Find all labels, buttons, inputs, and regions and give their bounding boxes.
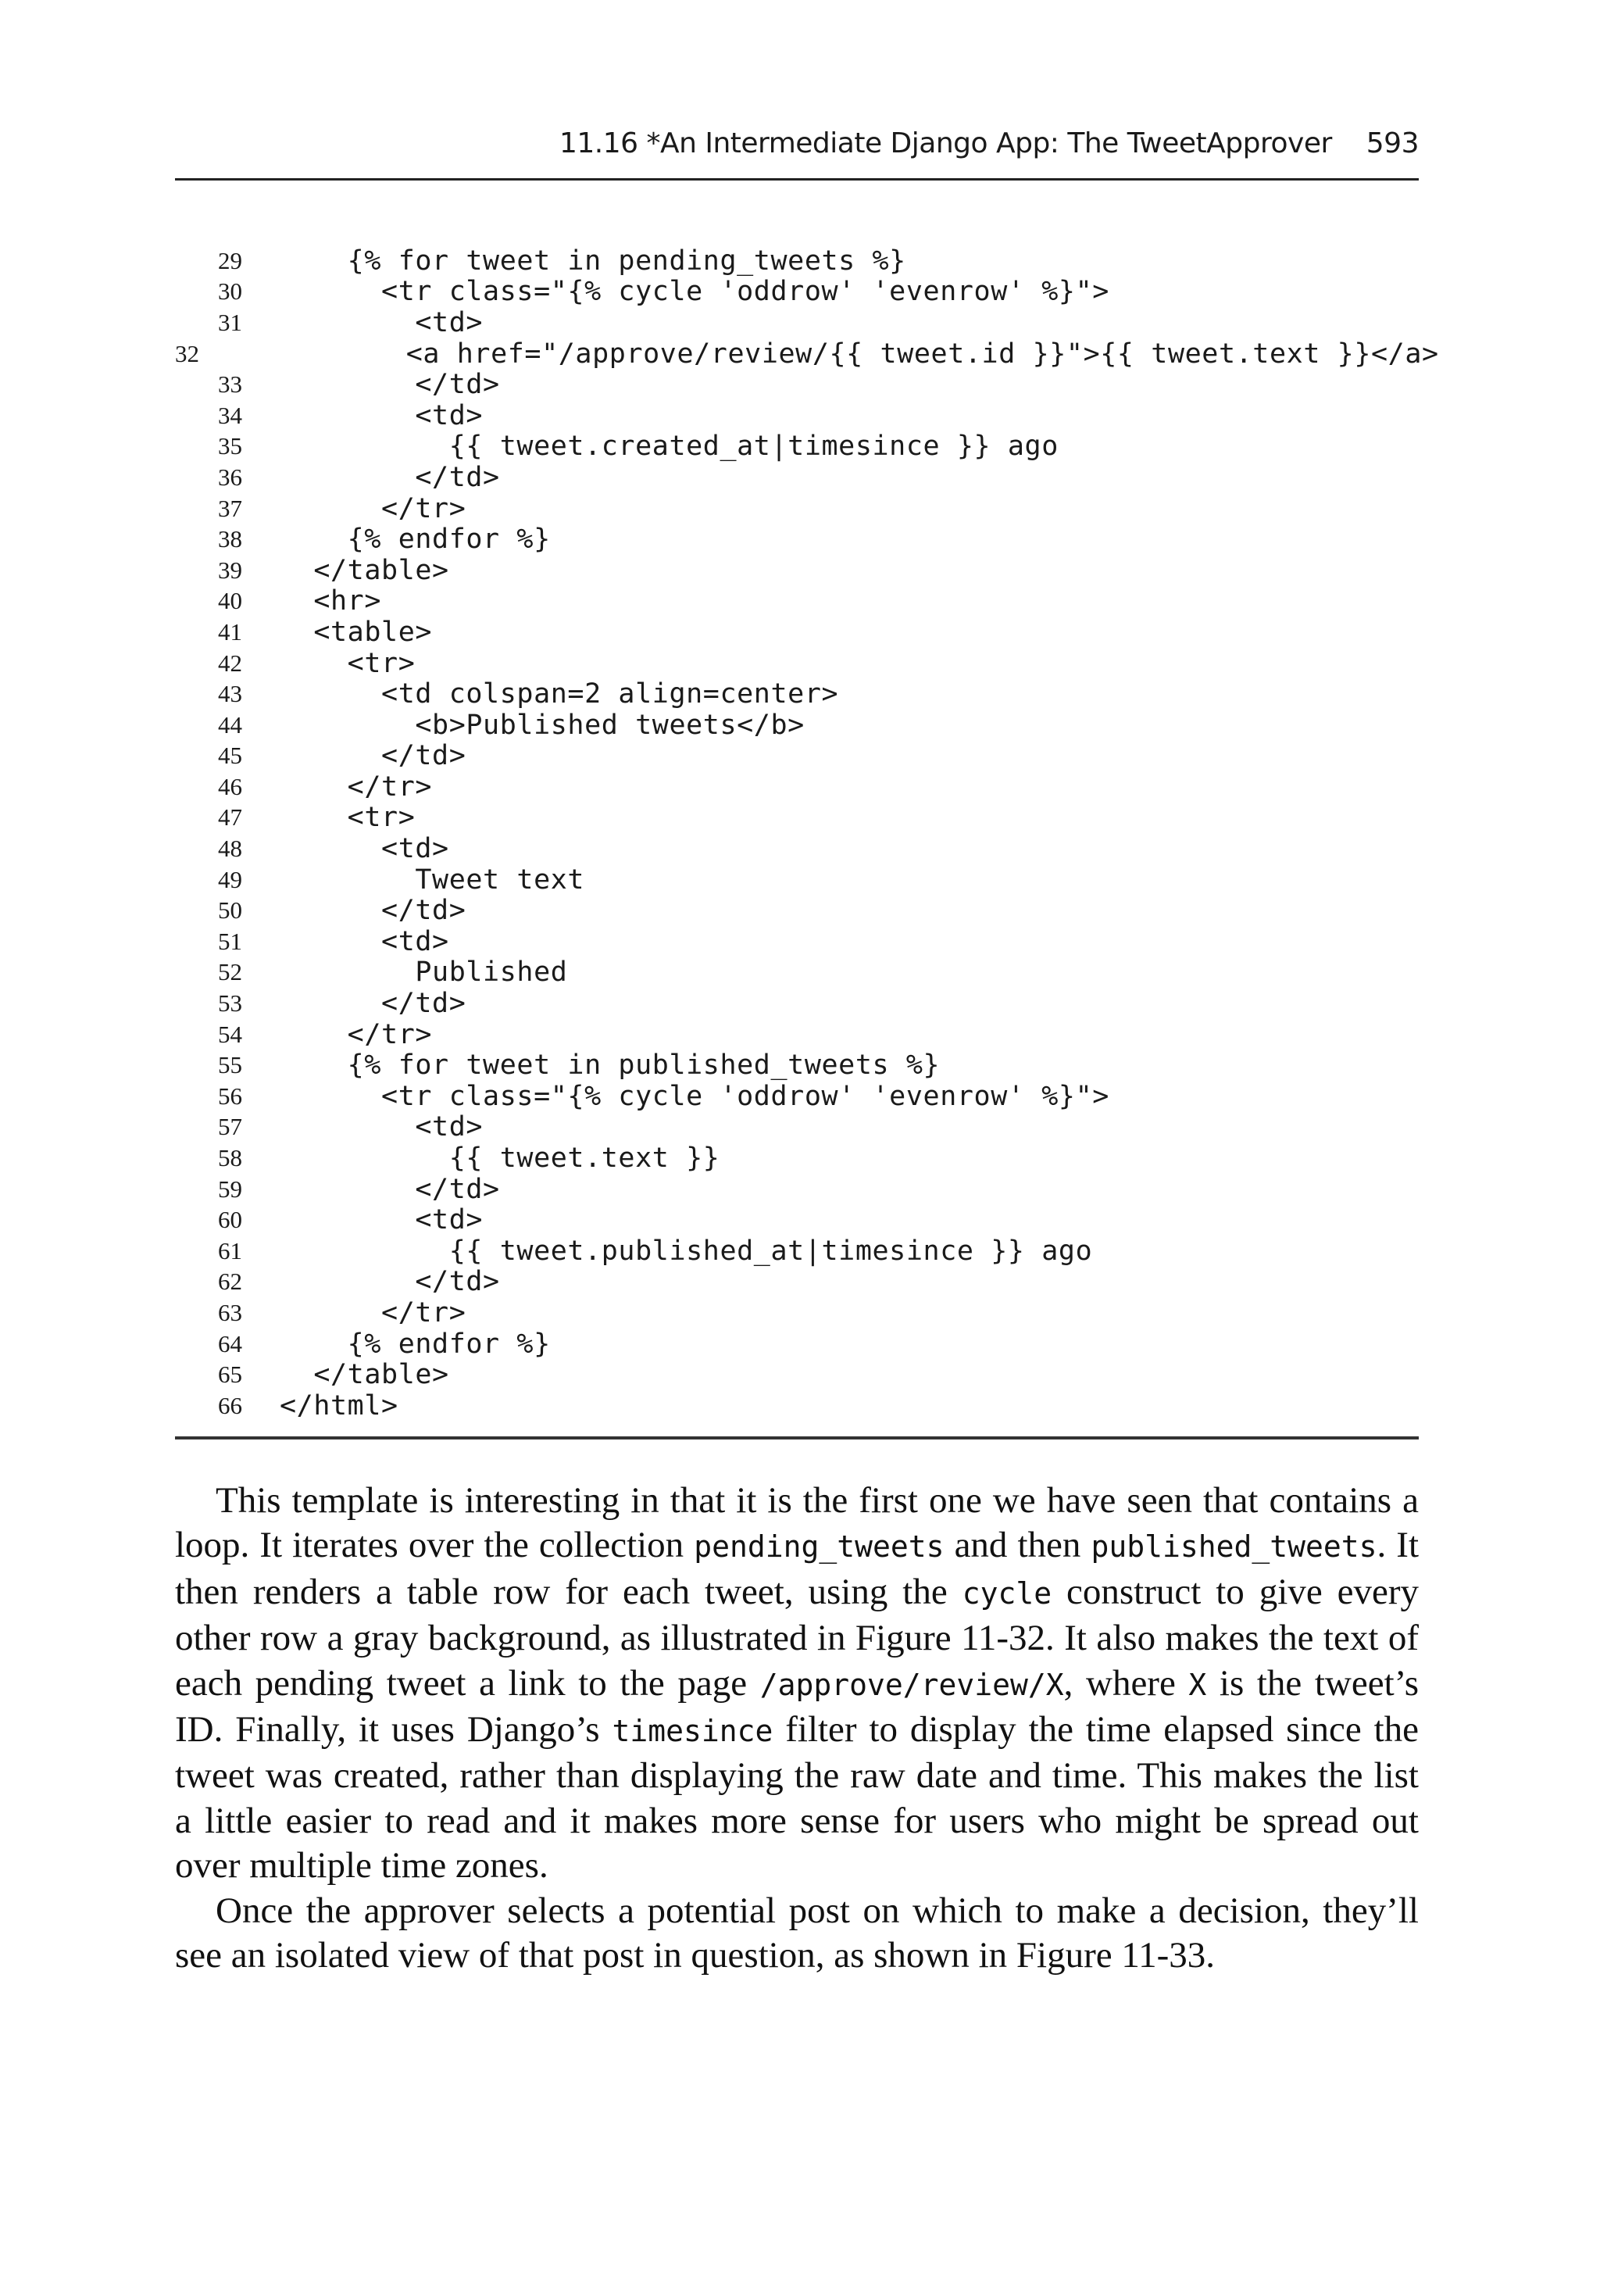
line-number: 55 <box>218 1051 242 1079</box>
code-line <box>175 926 1419 957</box>
code-line <box>175 400 1419 431</box>
code-line <box>175 1112 1419 1143</box>
line-number: 60 <box>218 1206 242 1234</box>
running-head <box>175 123 1419 163</box>
code-text: </html> <box>280 1389 398 1422</box>
code-line <box>175 1390 1419 1422</box>
line-number: 37 <box>218 494 242 522</box>
code-text: {{ tweet.text }} <box>280 1143 720 1175</box>
code-line <box>175 277 1419 308</box>
code-line <box>175 586 1419 617</box>
line-number: 47 <box>218 803 242 831</box>
line-number: 44 <box>218 710 242 739</box>
code-text: </td> <box>280 369 500 401</box>
code-line <box>175 957 1419 989</box>
code-text: {{ tweet.created_at|timesince }} ago <box>280 431 1059 463</box>
header-rule <box>175 178 1419 181</box>
code-text: <td> <box>280 925 449 957</box>
line-number: 56 <box>218 1082 242 1110</box>
line-number: 51 <box>218 927 242 955</box>
code-line <box>175 493 1419 524</box>
code-line <box>175 803 1419 834</box>
code-text: {% for tweet in published_tweets %} <box>280 1050 941 1082</box>
code-listing-rule <box>175 1436 1419 1439</box>
code-text: </td> <box>280 461 500 493</box>
line-number: 33 <box>218 370 242 399</box>
text-run: This template is interesting in that it is the first one we have seen that contains a loop. It iterates over the collection <box>175 1480 1419 1566</box>
code-text: <a href="/approve/review/{{ tweet.id }}">{{ tweet.text }}</a> <box>237 338 1439 370</box>
text-run: , where <box>1063 1662 1189 1704</box>
line-number: 53 <box>218 989 242 1017</box>
section-title: 11.16 *An Intermediate Django App: The TweetApprover <box>559 127 1332 159</box>
code-line <box>175 1019 1419 1050</box>
line-number: 48 <box>218 835 242 863</box>
line-number: 50 <box>218 896 242 924</box>
code-text: </td> <box>280 988 466 1020</box>
code-line <box>175 245 1419 277</box>
line-number: 49 <box>218 865 242 893</box>
code-line <box>175 1359 1419 1390</box>
text-run: . It then renders a table row for each tweet, using the <box>175 1525 1420 1612</box>
code-text: {{ tweet.published_at|timesince }} ago <box>280 1235 1093 1267</box>
line-number: 64 <box>218 1329 242 1357</box>
code-line <box>175 462 1419 493</box>
line-number: 30 <box>218 277 242 306</box>
code-line <box>175 369 1419 400</box>
line-number: 57 <box>218 1113 242 1141</box>
code-line <box>175 524 1419 555</box>
code-text: {% endfor %} <box>280 524 551 556</box>
inline-code: published_tweets <box>1091 1529 1377 1565</box>
code-text: </table> <box>280 1359 449 1391</box>
line-number: 46 <box>218 772 242 800</box>
code-text: <table> <box>280 616 433 648</box>
text-run: is the tweet’s ID. Finally, it uses Django’s <box>175 1662 1419 1751</box>
paragraph-1 <box>175 1479 1419 1889</box>
code-line <box>175 1329 1419 1360</box>
code-line <box>175 710 1419 741</box>
line-number: 42 <box>218 649 242 677</box>
code-line <box>175 741 1419 772</box>
code-text: <td> <box>280 1111 484 1143</box>
code-text: <hr> <box>280 585 382 617</box>
code-text: </tr> <box>280 771 433 803</box>
line-number: 38 <box>218 525 242 553</box>
code-text: Published <box>280 957 568 989</box>
paragraph-2: Once the approver selects a potential post on which to make a decision, they’ll see an isolated view of that post in question, as shown in Figure 11-33. <box>175 1890 1419 1976</box>
code-text: Tweet text <box>280 864 585 896</box>
line-number: 52 <box>218 958 242 986</box>
code-text: <td> <box>280 399 484 431</box>
code-line <box>175 1204 1419 1236</box>
code-line <box>175 431 1419 463</box>
code-line <box>175 1143 1419 1174</box>
code-text: <tr> <box>280 802 416 834</box>
code-line <box>175 648 1419 679</box>
code-line <box>175 864 1419 896</box>
line-number: 29 <box>218 246 242 274</box>
code-text: <tr class="{% cycle 'oddrow' 'evenrow' %}"> <box>280 1080 1109 1112</box>
code-text: <td> <box>280 833 449 865</box>
code-text: <tr> <box>280 647 416 679</box>
code-text: {% endfor %} <box>280 1328 551 1360</box>
line-number: 63 <box>218 1298 242 1326</box>
code-line <box>175 1236 1419 1267</box>
inline-code: pending_tweets <box>694 1529 945 1565</box>
code-line <box>175 338 1439 370</box>
code-text: </tr> <box>280 1296 466 1329</box>
code-text: <tr class="{% cycle 'oddrow' 'evenrow' %}"> <box>280 276 1109 308</box>
code-line <box>175 1174 1419 1205</box>
code-text: </td> <box>280 740 466 772</box>
line-number: 66 <box>218 1391 242 1419</box>
code-text: {% for tweet in pending_tweets %} <box>280 245 906 277</box>
line-number: 31 <box>218 308 242 336</box>
code-line <box>175 1081 1419 1112</box>
line-number: 40 <box>218 587 242 615</box>
code-line <box>175 1267 1419 1298</box>
code-text: <td colspan=2 align=center> <box>280 678 839 710</box>
line-number: 36 <box>218 463 242 491</box>
line-number: 32 <box>175 339 199 367</box>
line-number: 65 <box>218 1361 242 1389</box>
line-number: 54 <box>218 1020 242 1048</box>
code-line <box>175 988 1419 1019</box>
code-line <box>175 1050 1419 1081</box>
code-text: </td> <box>280 1266 500 1298</box>
code-text: </td> <box>280 895 466 927</box>
page-number: 593 <box>1366 127 1419 159</box>
inline-code: timesince <box>612 1714 773 1749</box>
code-line <box>175 895 1419 926</box>
line-number: 41 <box>218 617 242 646</box>
line-number: 62 <box>218 1268 242 1296</box>
code-listing <box>175 245 1439 1422</box>
line-number: 45 <box>218 742 242 770</box>
line-number: 58 <box>218 1144 242 1172</box>
code-text: <td> <box>280 1204 484 1236</box>
line-number: 34 <box>218 401 242 429</box>
code-line <box>175 617 1419 648</box>
code-line <box>175 1297 1419 1329</box>
line-number: 35 <box>218 432 242 460</box>
code-text: </tr> <box>280 492 466 524</box>
line-number: 61 <box>218 1236 242 1264</box>
inline-code: cycle <box>962 1575 1052 1611</box>
code-text: </td> <box>280 1173 500 1205</box>
text-run: filter to display the time elapsed since the tweet was created, rather than displaying the raw date and time. This makes the list a little easier to read and it makes more sense for users who might be spread out over multiple time zones. <box>175 1709 1419 1887</box>
code-line <box>175 307 1419 338</box>
code-line <box>175 678 1419 710</box>
line-number: 39 <box>218 556 242 584</box>
code-text: </table> <box>280 554 449 586</box>
text-run: and then <box>944 1525 1091 1566</box>
inline-code: X <box>1188 1667 1207 1702</box>
line-number: 59 <box>218 1175 242 1203</box>
body-text <box>175 1479 1419 1978</box>
line-number: 43 <box>218 680 242 708</box>
code-line <box>175 833 1419 864</box>
code-line <box>175 771 1419 803</box>
code-text: <td> <box>280 306 484 338</box>
inline-code: /approve/review/X <box>759 1667 1064 1702</box>
code-text: <b>Published tweets</b> <box>280 709 805 741</box>
text-run: construct to give every other row a gray background, as illustrated in Figure 11-32. It also makes the text of each pending tweet a link to the page <box>175 1571 1419 1704</box>
code-line <box>175 555 1419 586</box>
code-text: </tr> <box>280 1018 433 1050</box>
